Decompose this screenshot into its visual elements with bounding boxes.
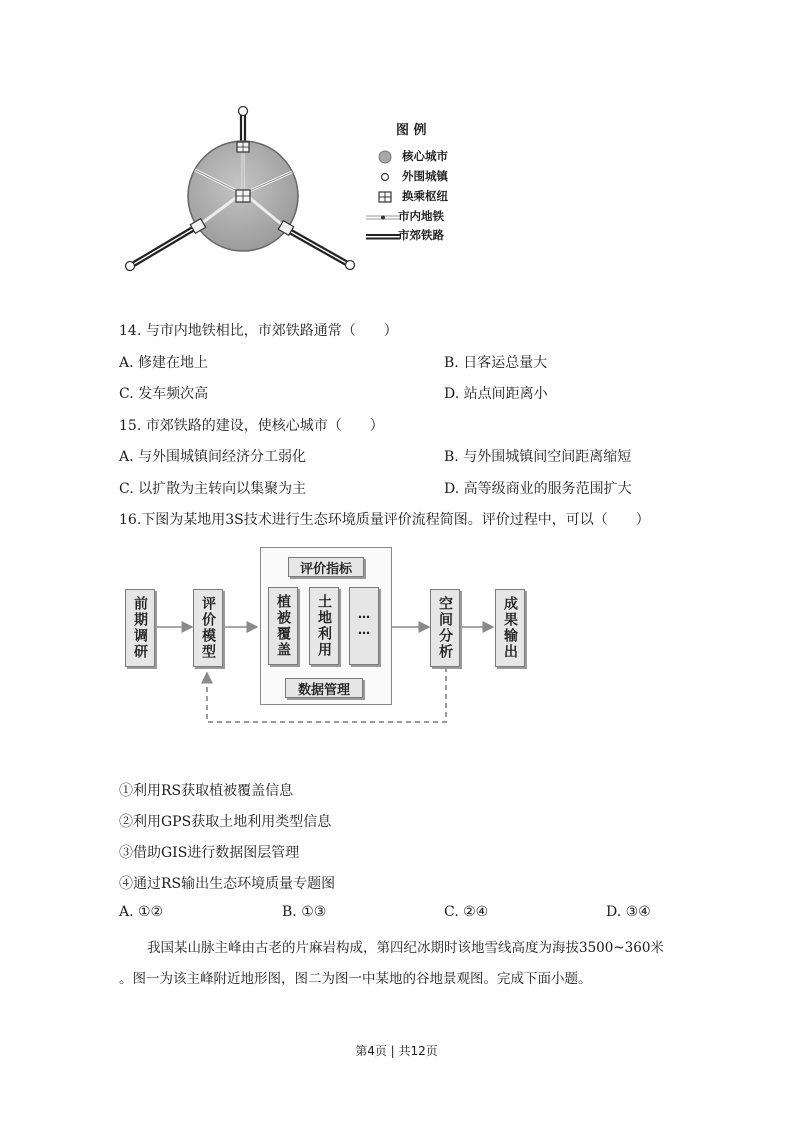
q16-statement-4: ④通过RS输出生态环境质量专题图	[119, 876, 336, 892]
q16-statement-2: ②利用GPS获取土地利用类型信息	[119, 814, 332, 830]
data-management-box: 数据管理	[285, 678, 363, 698]
q16-statement-1: ①利用RS获取植被覆盖信息	[119, 783, 294, 799]
peripheral-town-icon	[374, 170, 398, 184]
legend-item-suburban-railway	[374, 227, 444, 243]
passage-line-2: 。图一为该主峰附近地形图，图二为图一中某地的谷地景观图。完成下面小题。	[119, 971, 592, 987]
q15-option-b: B. 与外围城镇间空间距离缩短	[444, 449, 632, 465]
q15-option-c: C. 以扩散为主转向以集聚为主	[119, 481, 307, 497]
legend-title: 图 例	[396, 123, 427, 138]
q15-option-d: D. 高等级商业的服务范围扩大	[444, 481, 632, 497]
land-use-box: 土地利用	[309, 587, 339, 665]
q16-statement-3: ③借助GIS进行数据图层管理	[119, 845, 300, 861]
legend-item-transfer-hub	[374, 188, 448, 204]
q14-option-b: B. 日客运总量大	[444, 355, 548, 371]
eval-index-box: 评价指标	[288, 557, 364, 577]
core-city-icon	[374, 150, 398, 164]
result-output-box: 成果输出	[495, 589, 525, 667]
q15-stem: 15. 市郊铁路的建设，使核心城市（ ）	[119, 418, 384, 434]
legend-item-core-city	[374, 148, 448, 164]
vegetation-box: 植被覆盖	[268, 587, 298, 665]
legend	[374, 116, 494, 246]
urban-subway-icon	[366, 210, 400, 224]
legend-label: 换乘枢纽	[402, 189, 449, 203]
q16-option-c: C. ②④	[444, 904, 489, 920]
passage-line-1: 我国某山脉主峰由古老的片麻岩构成，第四纪冰期时该地雪线高度为海拔3500~360米	[147, 940, 664, 956]
page-footer: 第4页 | 共12页	[355, 1044, 438, 1058]
legend-item-urban-subway	[374, 208, 444, 224]
early-survey-box: 前期调研	[125, 589, 155, 667]
q16-stem: 16.下图为某地用3S技术进行生态环境质量评价流程简图。评价过程中，可以（ ）	[119, 512, 650, 528]
q16-option-d: D. ③④	[606, 904, 651, 920]
spatial-analysis-box: 空间分析	[430, 589, 460, 667]
q16-option-a: A. ①②	[119, 904, 164, 920]
transfer-hub-icon	[374, 190, 398, 204]
legend-label: 市郊铁路	[398, 228, 445, 242]
legend-label: 核心城市	[402, 149, 449, 163]
flow-diagram	[115, 545, 545, 730]
legend-label: 市内地铁	[398, 209, 445, 223]
q14-option-c: C. 发车频次高	[119, 386, 209, 402]
q14-option-a: A. 修建在地上	[119, 355, 209, 371]
legend-label: 外围城镇	[402, 169, 449, 183]
suburban-railway-icon	[366, 229, 400, 243]
q16-option-b: B. ①③	[282, 904, 327, 920]
q15-option-a: A. 与外围城镇间经济分工弱化	[119, 449, 307, 465]
legend-item-peripheral-town	[374, 168, 448, 184]
city-rail-diagram	[110, 100, 360, 280]
more-indices-box: ⋯⋯	[349, 587, 379, 665]
eval-model-box: 评价模型	[193, 589, 223, 667]
q14-stem: 14. 与市内地铁相比，市郊铁路通常（ ）	[119, 323, 398, 339]
q14-option-d: D. 站点间距离小	[444, 386, 548, 402]
